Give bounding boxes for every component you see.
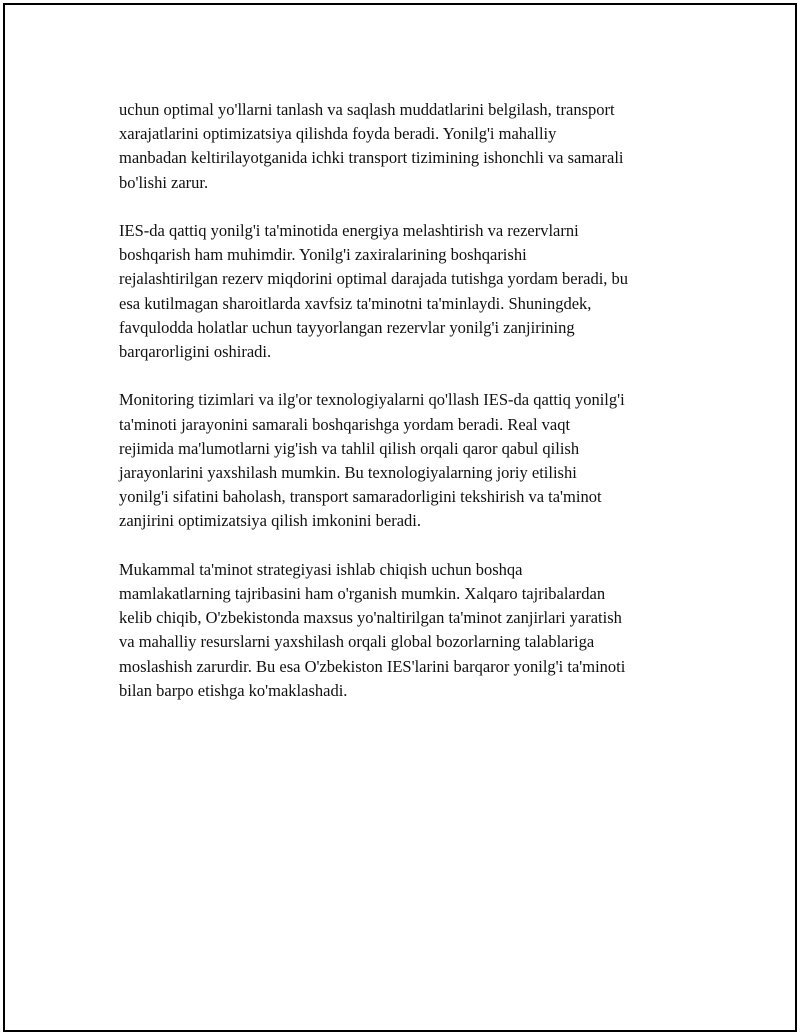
paragraph-2: IES-da qattiq yonilg'i ta'minotida energiya melashtirish va rezervlarni boshqarish ham muhimdir. Yonilg'i zaxiralarining boshqarishi rejalashtirilgan rezerv miqdorini optimal darajada tutishga yordam beradi, bu esa kutilmagan sharoitlarda xavfsiz ta'minotni ta'minlaydi. Shuningdek, favqulodda holatlar uchun tayyorlangan rezervlar yonilg'i zanjirining barqarorligini oshiradi. [119, 221, 629, 362]
page-frame [3, 3, 797, 1032]
document-body [119, 98, 701, 727]
paragraph-1: uchun optimal yo'llarni tanlash va saqlash muddatlarini belgilash, transport xarajatlarini optimizatsiya qilishda foyda beradi. Yonilg'i mahalliy manbadan keltirilayotganida ichki transport tizimining ishonchli va samarali bo'lishi zarur. [119, 100, 624, 192]
paragraph-4: Mukammal ta'minot strategiyasi ishlab chiqish uchun boshqa mamlakatlarning tajribasini ham o'rganish mumkin. Xalqaro tajribalardan kelib chiqib, O'zbekistonda maxsus yo'naltirilgan ta'minot zanjirlari yaratish va mahalliy resurslarni yaxshilash orqali global bozorlarning talablariga moslashish zarurdir. Bu esa O'zbekiston IES'larini barqaror yonilg'i ta'minoti bilan barpo etishga ko'maklashadi. [119, 559, 626, 700]
paragraph-3: Monitoring tizimlari va ilg'or texnologiyalarni qo'llash IES-da qattiq yonilg'i ta'minoti jarayonini samarali boshqarishga yordam beradi. Real vaqt rejimida ma'lumotlarni yig'ish va tahlil qilish orqali qaror qabul qilish jarayonlarini yaxshilash mumkin. Bu texnologiyalarning joriy etilishi yonilg'i sifatini baholash, transport samaradorligini tekshirish va ta'minot zanjirini optimizatsiya qilish imkonini beradi. [119, 390, 625, 531]
